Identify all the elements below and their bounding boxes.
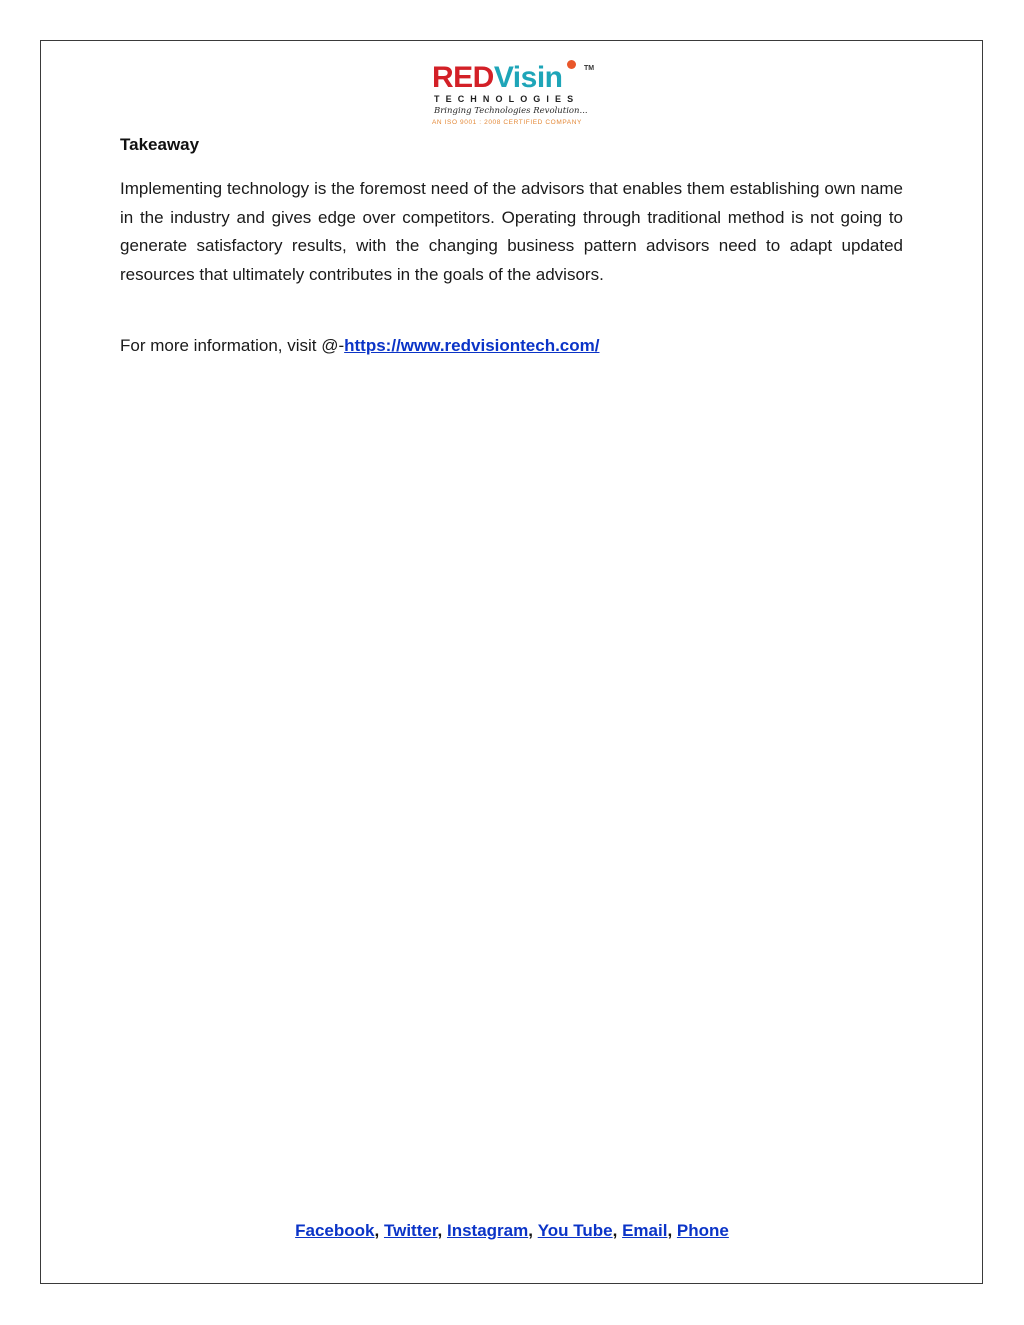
redvision-logo: [430, 60, 600, 130]
body-paragraph: Implementing technology is the foremost need of the advisors that enables them establishing own name in the industry and gives edge over competitors. Operating through traditional method is not going to generate satisfactory results, with the changing business pattern advisors need to adapt updated resources that ultimately contributes in the goals of the advisors.: [120, 179, 903, 284]
website-link[interactable]: https://www.redvisiontech.com/: [344, 336, 600, 355]
logo-trademark: TM: [584, 65, 595, 72]
logo-word-teal-end: n: [544, 61, 563, 94]
section-heading: Takeaway: [120, 135, 200, 154]
email-link[interactable]: Email: [622, 1221, 668, 1240]
logo-subtitle: TECHNOLOGIES: [434, 94, 580, 104]
logo-word-red: RED: [432, 61, 494, 94]
separator: ,: [374, 1221, 380, 1240]
logo-certification: AN ISO 9001 : 2008 CERTIFIED COMPANY: [432, 119, 582, 126]
separator: ,: [612, 1221, 618, 1240]
separator: ,: [667, 1221, 673, 1240]
logo-tagline: Bringing Technologies Revolution...: [434, 106, 588, 116]
instagram-link[interactable]: Instagram: [446, 1221, 529, 1240]
more-info-prefix: For more information, visit @-: [120, 336, 345, 355]
logo-orange-dot-icon: [567, 60, 576, 69]
logo-word-teal: Visi: [493, 61, 545, 94]
more-info-line: [120, 336, 600, 356]
separator: ,: [528, 1221, 533, 1240]
phone-link[interactable]: Phone: [676, 1221, 729, 1240]
separator: ,: [437, 1221, 443, 1240]
facebook-link[interactable]: Facebook: [295, 1221, 375, 1240]
logo-wordmark: [432, 63, 563, 93]
twitter-link[interactable]: Twitter: [383, 1221, 438, 1240]
youtube-link[interactable]: You Tube: [537, 1221, 613, 1240]
footer-social-links: [0, 1221, 1024, 1241]
